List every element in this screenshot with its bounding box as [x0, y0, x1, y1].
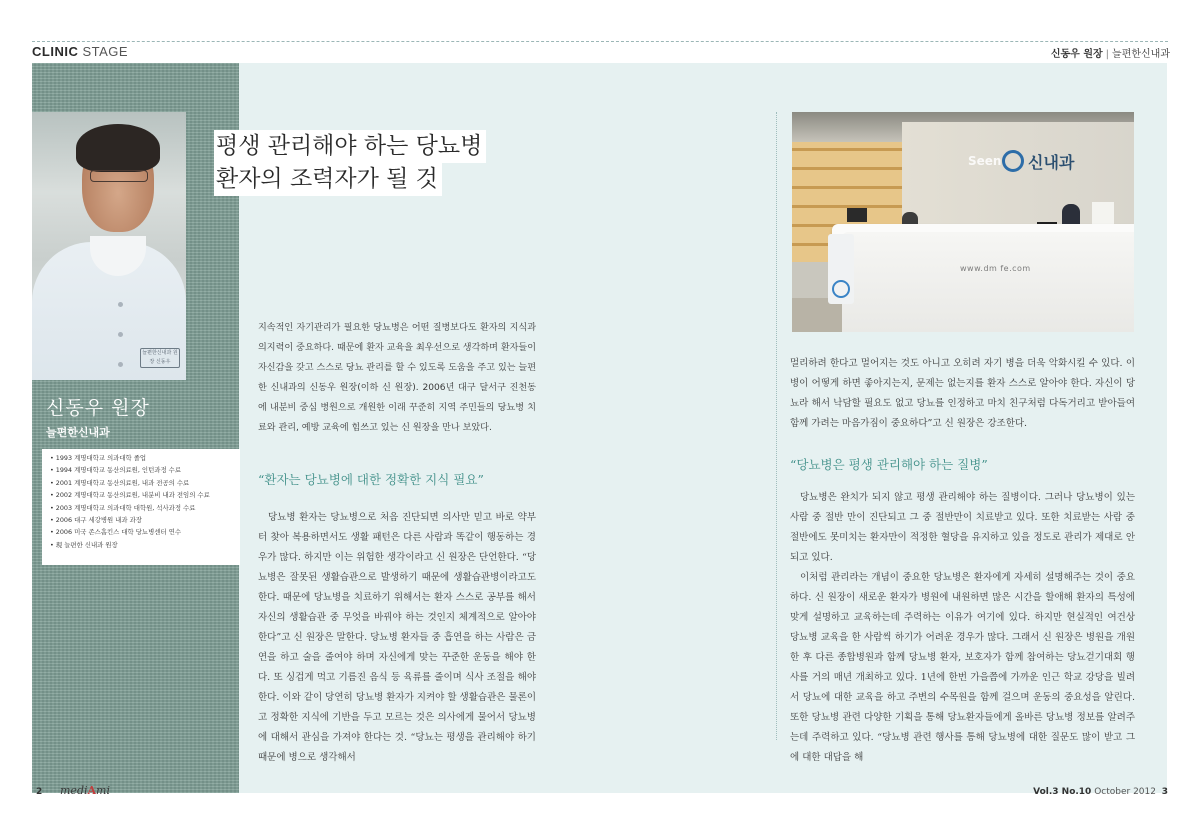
- clinic-logo-icon: [1002, 150, 1024, 172]
- kiosk-logo-icon: [832, 280, 850, 298]
- running-header-clinic: 늘편한신내과: [1112, 49, 1170, 60]
- portrait-button: [118, 362, 123, 367]
- portrait-button: [118, 332, 123, 337]
- running-header-doctor: 신동우 원장: [1050, 49, 1103, 60]
- counter-url: www.dm fe.com: [960, 264, 1031, 273]
- running-header: [1051, 45, 1170, 60]
- clinic-sign-ko: 신내과: [1028, 153, 1075, 172]
- career-item: • 2001 계명대학교 동산의료원, 내과 전공의 수료: [50, 478, 190, 487]
- portrait-button: [118, 302, 123, 307]
- section-title-light: STAGE: [82, 44, 129, 59]
- header-rule: [32, 41, 1168, 42]
- career-list: [50, 452, 240, 551]
- body-column-3: [790, 488, 1135, 768]
- logo-part: mi: [96, 784, 110, 797]
- career-item: • 現 늘편한 신내과 원장: [50, 540, 118, 549]
- clinic-reception-photo: [792, 112, 1134, 332]
- section-title: [32, 44, 128, 59]
- issue-number: Vol.3 No.10: [1033, 787, 1092, 797]
- career-item: • 1993 계명대학교 의과대학 졸업: [50, 454, 147, 462]
- career-item: • 2003 계명대학교 의과대학 대학원, 석사과정 수료: [50, 503, 196, 512]
- doctor-clinic: 늘편한신내과: [46, 426, 110, 439]
- section-title-bold: CLINIC: [32, 44, 79, 59]
- headline-line-1: 평생 관리해야 하는 당뇨병: [214, 130, 486, 163]
- career-item: • 1994 계명대학교 동산의료원, 인턴과정 수료: [50, 466, 181, 475]
- portrait-hair: [76, 124, 160, 172]
- body-column-1: [258, 508, 536, 768]
- page-number-left: 2: [36, 787, 43, 797]
- magazine-logo: [60, 784, 110, 797]
- monitor-icon: [847, 208, 867, 222]
- running-header-separator: |: [1105, 49, 1110, 60]
- article-intro: 지속적인 자기관리가 필요한 당뇨병은 어떤 질병보다도 환자의 지식과 의지력이 중요하다. 때문에 환자 교육을 최우선으로 생각하며 환자들이 자신감을 갖고 스스로 당뇨 관리를 할 수 있도록 도움을 주고 있는 늘편한 신내과의 신동우 원장(이하 신 원장). 2006년 대구 달서구 진천동에 내분비 중심 병원으로 개원한 이래 꾸준히 지역 주민들의 당뇨병 치료와 관리, 예방 교육에 힘쓰고 있는 신 원장을 만나 보았다.: [258, 323, 536, 433]
- headline-line-2: 환자의 조력자가 될 것: [214, 163, 442, 196]
- logo-part: medi: [60, 784, 88, 797]
- subhead-2: “당뇨병은 평생 관리해야 하는 질병”: [790, 457, 988, 472]
- clinic-sign-en: Seen: [968, 154, 1002, 168]
- doctor-portrait: [32, 112, 186, 380]
- career-box: [42, 449, 240, 565]
- body-paragraph: 당뇨병은 완치가 되지 않고 평생 관리해야 하는 질병이다. 그러나 당뇨병이 있는 사람 중 절반 만이 진단되고 그 중 절반만이 치료받고 있다. 또한 치료받는 사람 중 절반에도 못미치는 환자만이 적정한 혈당을 유지하고 있을 정도로 관리가 제대로 안되고 있다.: [790, 492, 1135, 563]
- issue-date: October 2012: [1094, 787, 1156, 797]
- article-headline: [214, 130, 486, 196]
- portrait-glasses: [90, 170, 148, 182]
- body-paragraph: 이처럼 관리라는 개념이 중요한 당뇨병은 환자에게 자세히 설명해주는 것이 중요하다. 신 원장이 새로운 환자가 병원에 내원하면 많은 시간을 할애해 환자의 특성에 맞게 설명하고 교육하는데 주력하는 이유가 여기에 있다. 하지만 현실적인 여건상 당뇨병 교육을 한 사람씩 하기가 어려운 경우가 많다. 그래서 신 원장은 병원을 개원한 후 다른 종합병원과 함께 당뇨병 환자, 보호자가 함께 참여하는 당뇨걷기대회 행사를 거의 매년 개최하고 있다. 1년에 한번 가을쯤에 가까운 인근 학교 강당을 빌려서 당뇨에 대한 교육을 하고 주변의 수목원을 함께 걸으며 운동의 중요성을 알린다. 또한 당뇨병 관련 다양한 기획을 통해 당뇨환자들에게 올바른 당뇨병 정보를 알려주는데 주력하고 있다. “당뇨병 관련 행사를 통해 당뇨병에 대한 질문도 많이 받고 그에 대한 대답을 해: [790, 572, 1135, 763]
- page-spine: [776, 112, 777, 740]
- portrait-name-badge: 늘편한신내과 원장 신동우: [140, 348, 180, 368]
- issue-info: [1033, 787, 1156, 797]
- career-item: • 2002 계명대학교 동산의료원, 내분비 내과 전임의 수료: [50, 491, 210, 500]
- body-column-2: 멀리하려 한다고 멀어지는 것도 아니고 오히려 자기 병을 더욱 악화시킬 수 있다. 이 병이 어떻게 하면 좋아지는지, 문제는 없는지를 환자 스스로 알아야 한다. 자신이 당뇨라 해서 낙담할 필요도 없고 당뇨를 인정하고 마치 친구처럼 다독거리고 받아들여 함께 가려는 마음가짐이 중요하다”고 신 원장은 강조한다.: [790, 358, 1135, 429]
- career-item: • 2006 대구 세강병원 내과 과장: [50, 516, 142, 525]
- reception-counter: [842, 232, 1134, 332]
- doctor-name: 신동우 원장: [46, 397, 150, 419]
- page-number-right: 3: [1161, 787, 1168, 797]
- career-item: • 2006 미국 존스홉킨스 대학 당뇨병센터 연수: [50, 528, 181, 537]
- subhead-1: “환자는 당뇨병에 대한 정확한 지식 필요”: [258, 472, 484, 487]
- logo-part-accent: A: [87, 784, 97, 797]
- body-text-1: 당뇨병 환자는 당뇨병으로 처음 진단되면 의사만 믿고 바로 약부터 찾아 복용하면서도 생활 패턴은 다른 사람과 똑같이 행동하는 경우가 많다. 하지만 이는 위험한 생각이라고 신 원장은 단언한다. “당뇨병은 잘못된 생활습관으로 발생하기 때문에 생활습관병이라고도 한다. 때문에 당뇨병을 치료하기 위해서는 환자 스스로 공부를 해서 자신의 생활습관 중 무엇을 바꿔야 하는 것인지 체계적으로 알아야 한다”고 신 원장은 말한다. 당뇨병 환자들 중 흡연을 하는 사람은 금연을 하고 술을 줄여야 하며 자신에게 맞는 꾸준한 운동을 해야 한다. 또 싱겁게 먹고 기름진 음식 등 육류를 줄이며 식사 조절을 해야 한다. 이와 같이 당연히 당뇨병 환자가 지켜야 할 생활습관은 물론이고 정확한 지식에 기반을 두고 모르는 것은 의사에게 물어서 당뇨병에 대해서 관심을 가져야 한다는 것. “당뇨는 평생을 관리해야 하기 때문에 병으로 생각해서: [258, 512, 536, 763]
